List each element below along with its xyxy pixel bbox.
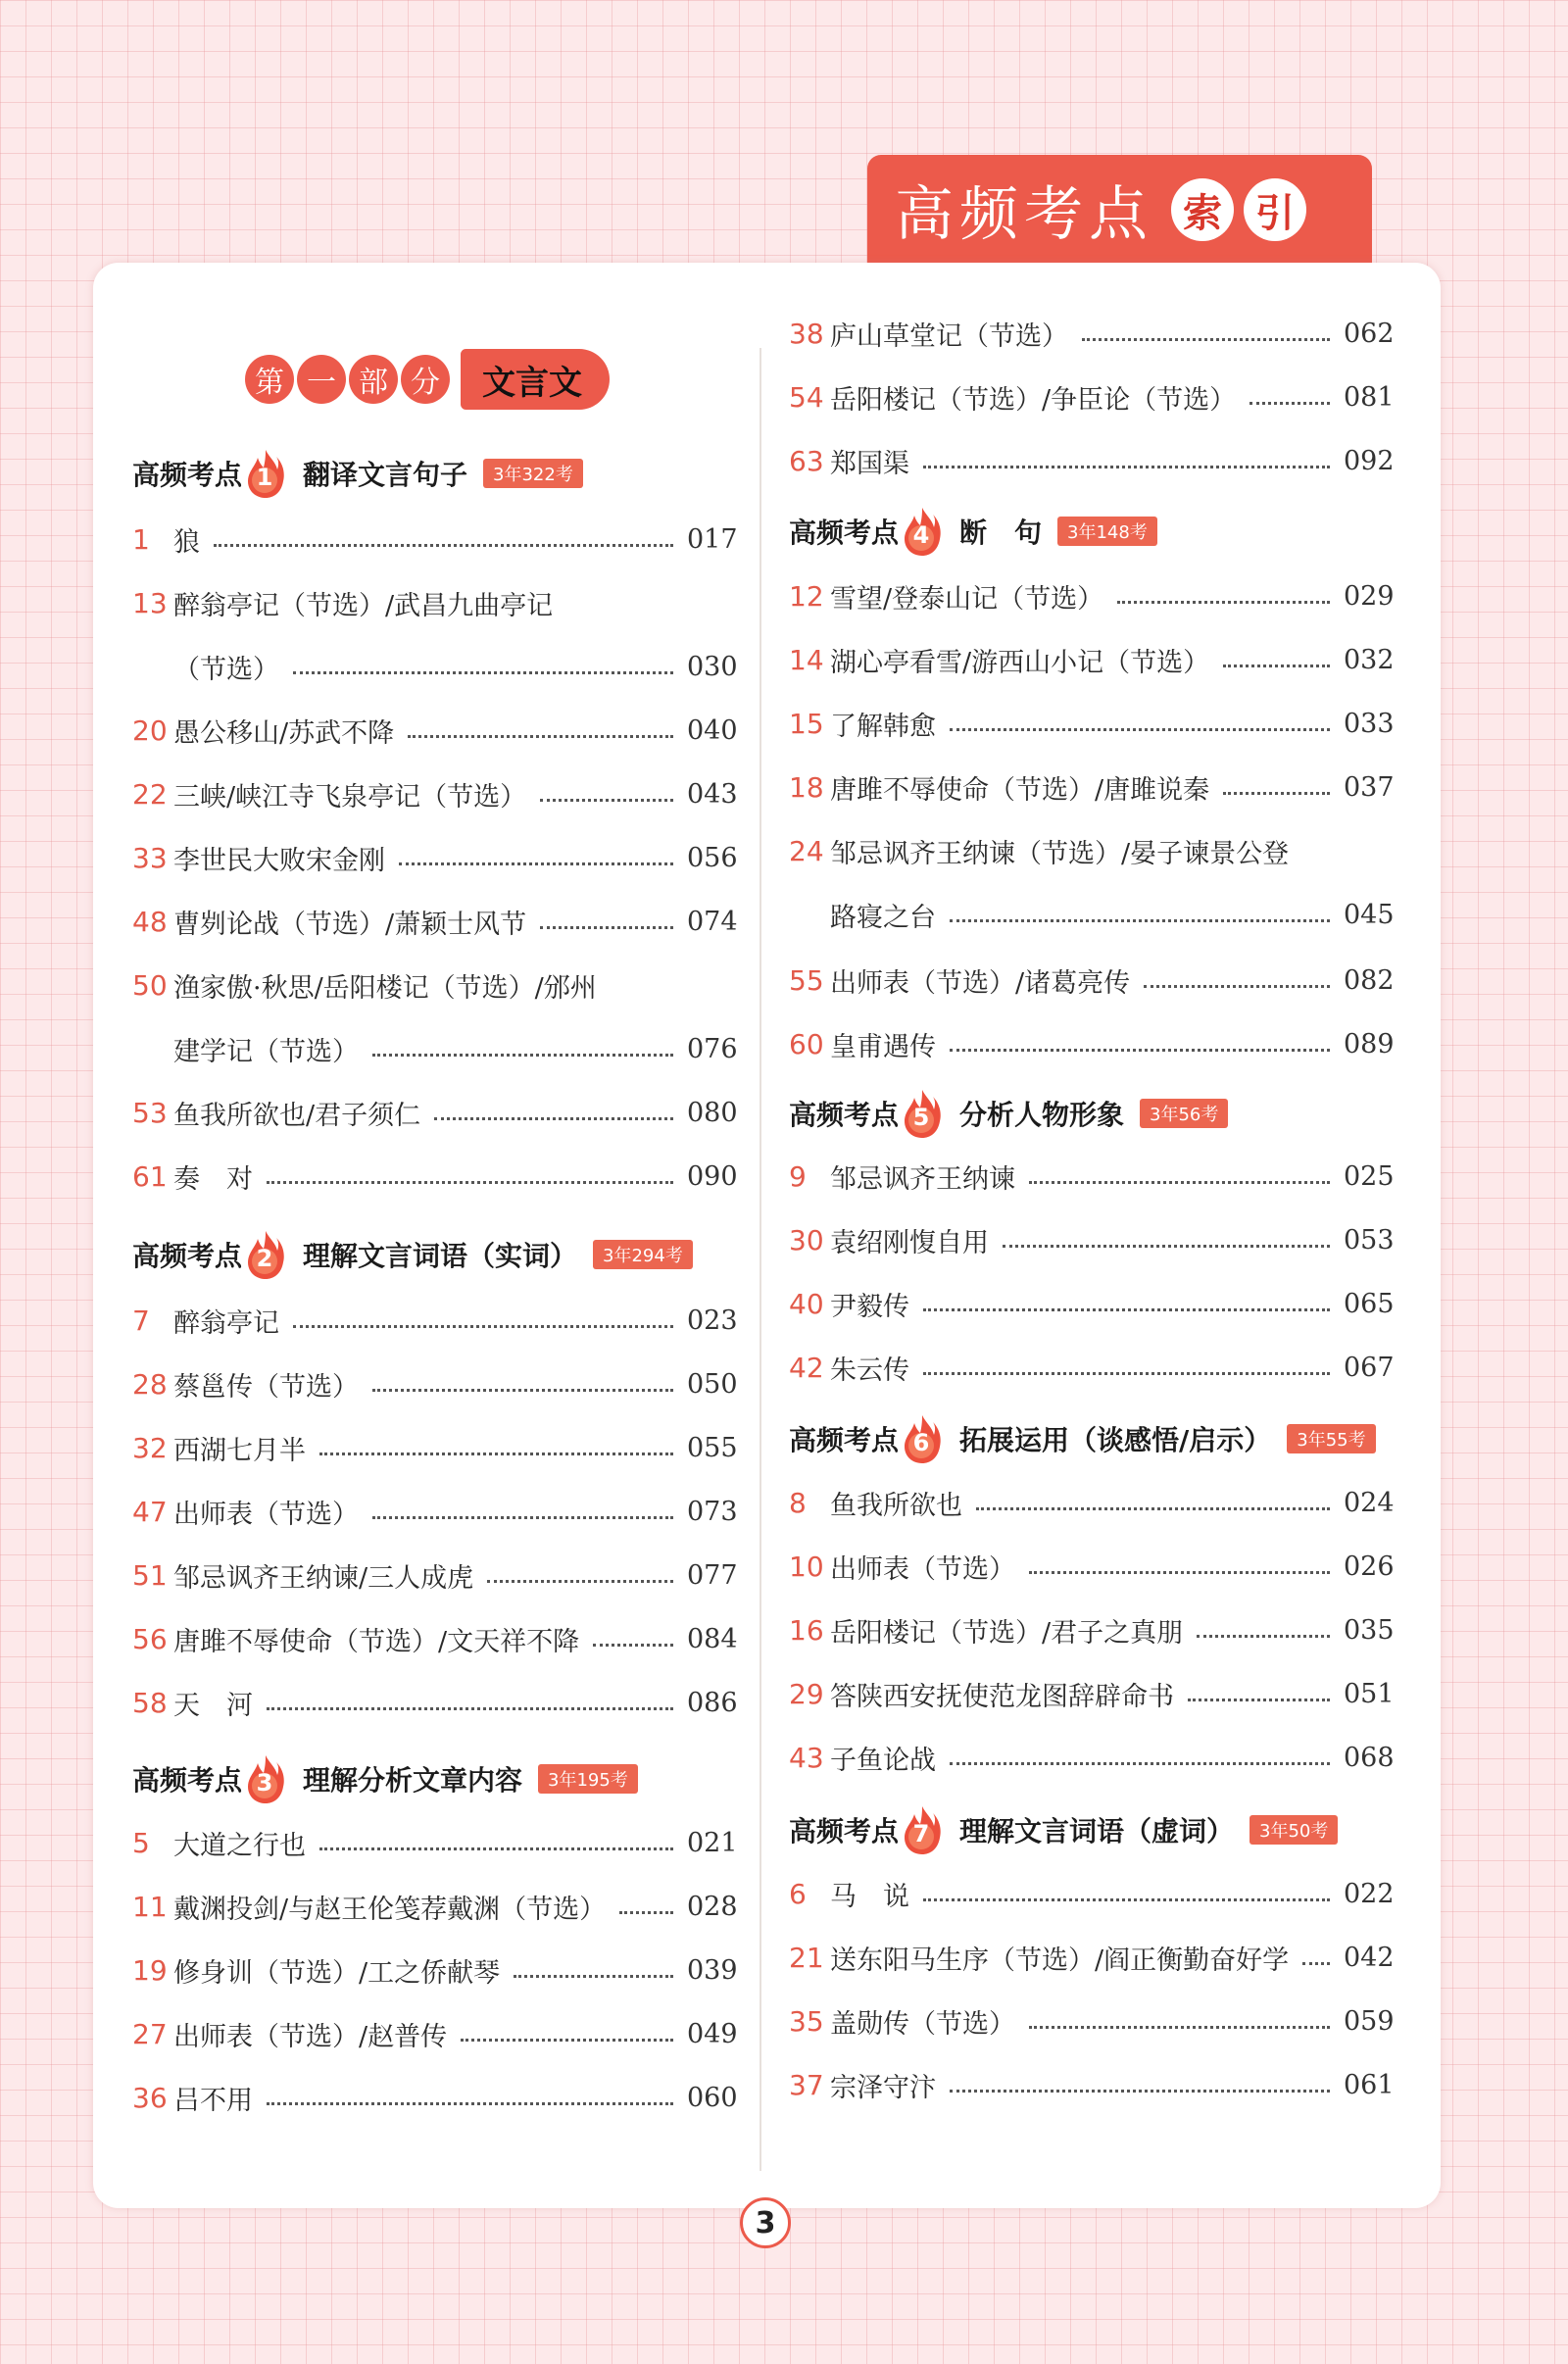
- leader-dots: [293, 1325, 673, 1328]
- index-entry: [132, 1422, 738, 1473]
- index-entry: [789, 435, 1395, 486]
- entry-number: 16: [789, 1613, 824, 1647]
- entry-page: 056: [687, 842, 738, 873]
- entry-page: 065: [1344, 1288, 1395, 1319]
- entry-title: 修身训（节选）/工之侨献琴: [173, 1957, 501, 1989]
- entry-page: 026: [1344, 1551, 1395, 1582]
- leader-dots: [1302, 1962, 1330, 1965]
- flame-icon: [903, 1804, 942, 1855]
- leader-dots: [1029, 1181, 1330, 1184]
- index-entry: [789, 1995, 1395, 2046]
- entry-number: 51: [132, 1558, 168, 1592]
- leader-dots: [461, 2039, 673, 2042]
- leader-dots: [1223, 665, 1330, 667]
- entry-number: 13: [132, 586, 168, 619]
- leader-dots: [950, 919, 1330, 922]
- leader-dots: [214, 544, 673, 547]
- entry-page: 060: [687, 2082, 738, 2113]
- entry-number: 11: [132, 1890, 168, 1923]
- section-prefix: 高频考点: [789, 1424, 900, 1456]
- entry-number: 24: [789, 834, 824, 867]
- entry-title: 渔家傲·秋思/岳阳楼记（节选）/邠州: [173, 972, 597, 1004]
- index-entry: [132, 2008, 738, 2059]
- leader-dots: [434, 1117, 673, 1120]
- entry-title: 鱼我所欲也: [830, 1490, 962, 1521]
- section-heading: [789, 1800, 1338, 1859]
- section-number: 6: [912, 1429, 930, 1456]
- header-yin-circle: 引: [1244, 178, 1306, 241]
- leader-dots: [487, 1580, 673, 1583]
- leader-dots: [1029, 1571, 1330, 1574]
- entry-page: 043: [687, 778, 738, 810]
- part-char-4: 分: [401, 355, 450, 404]
- entry-title: 愚公移山/苏武不降: [173, 717, 395, 749]
- leader-dots: [593, 1644, 673, 1647]
- index-entry: [132, 832, 738, 883]
- leader-dots: [1003, 1245, 1330, 1248]
- leader-dots: [1144, 985, 1330, 988]
- entry-page: 037: [1344, 771, 1395, 803]
- entry-page: 076: [687, 1033, 738, 1064]
- entry-number: 1: [132, 522, 150, 556]
- entry-page: 024: [1344, 1487, 1395, 1518]
- entry-number: 36: [132, 2081, 168, 2114]
- entry-page: 081: [1344, 381, 1395, 413]
- entry-number: 38: [789, 317, 824, 350]
- leader-dots: [923, 1898, 1330, 1901]
- section-title: 翻译文言句子: [303, 459, 468, 491]
- entry-title: 送东阳马生序（节选）/阎正衡勤奋好学: [830, 1945, 1290, 1976]
- index-entry: [789, 570, 1395, 621]
- entry-page: 050: [687, 1368, 738, 1400]
- section-number: 4: [912, 521, 930, 549]
- entry-title: 鱼我所欲也/君子须仁: [173, 1100, 421, 1131]
- entry-page: 030: [687, 651, 738, 682]
- section-prefix: 高频考点: [789, 517, 900, 549]
- entry-page: 035: [1344, 1614, 1395, 1646]
- entry-page: 074: [687, 906, 738, 937]
- leader-dots: [923, 1372, 1330, 1375]
- entry-title: 天 河: [173, 1690, 253, 1721]
- exam-count-badge: 3年50考: [1250, 1815, 1338, 1845]
- index-entry: [132, 1613, 738, 1664]
- entry-title: 岳阳楼记（节选）/争臣论（节选）: [830, 384, 1237, 416]
- section-title: 分析人物形象: [959, 1099, 1125, 1131]
- entry-page: 028: [687, 1891, 738, 1922]
- section-prefix: 高频考点: [789, 1815, 900, 1847]
- entry-title: 马 说: [830, 1881, 909, 1912]
- entry-number: 35: [789, 2004, 824, 2038]
- entry-title-continued: 建学记（节选）: [173, 1036, 359, 1067]
- leader-dots: [619, 1911, 673, 1914]
- entry-number: 32: [132, 1431, 168, 1464]
- index-entry: [789, 1151, 1395, 1202]
- entry-number: 27: [132, 2017, 168, 2050]
- index-entry-line: [132, 960, 730, 1010]
- flame-icon: [903, 1413, 942, 1464]
- exam-count-badge: 3年148考: [1057, 517, 1157, 546]
- index-entry: [132, 2072, 738, 2123]
- index-entry: [789, 1278, 1395, 1329]
- index-entry: [132, 1677, 738, 1728]
- entry-page: 022: [1344, 1878, 1395, 1909]
- entry-title: 出师表（节选）: [830, 1553, 1015, 1585]
- section-number: 1: [256, 464, 273, 491]
- entry-title: 宗泽守汴: [830, 2072, 936, 2103]
- entry-number: 10: [789, 1550, 824, 1583]
- entry-title: 子鱼论战: [830, 1745, 936, 1776]
- part-char-2: 一: [297, 355, 346, 404]
- leader-dots: [950, 728, 1330, 731]
- entry-page: 059: [1344, 2005, 1395, 2037]
- entry-page: 045: [1344, 899, 1395, 930]
- entry-title: 大道之行也: [173, 1830, 306, 1861]
- section-heading: [789, 502, 1157, 561]
- column-divider: [760, 348, 761, 2171]
- index-entry: [789, 762, 1395, 813]
- section-heading: [132, 1225, 693, 1284]
- entry-page: 032: [1344, 644, 1395, 675]
- entry-number: 53: [132, 1096, 168, 1129]
- leader-dots: [540, 926, 673, 929]
- entry-number: 40: [789, 1287, 824, 1320]
- entry-number: 19: [132, 1953, 168, 1987]
- leader-dots: [372, 1054, 673, 1057]
- entry-title: 湖心亭看雪/游西山小记（节选）: [830, 647, 1210, 678]
- index-entry: [789, 1732, 1395, 1783]
- index-entry: [789, 1214, 1395, 1265]
- entry-page: 073: [687, 1496, 738, 1527]
- entry-title: 邹忌讽齐王纳谏（节选）/晏子谏景公登: [830, 838, 1290, 869]
- section-heading: [789, 1409, 1376, 1468]
- entry-title: 出师表（节选）: [173, 1499, 359, 1530]
- index-entry: [789, 889, 1395, 940]
- leader-dots: [514, 1975, 673, 1978]
- section-prefix: 高频考点: [789, 1099, 900, 1131]
- header-suo-circle: 索: [1171, 178, 1234, 241]
- entry-number: 61: [132, 1159, 168, 1193]
- leader-dots: [540, 799, 673, 802]
- index-entry: [132, 1817, 738, 1868]
- index-entry: [789, 698, 1395, 749]
- section-number: 5: [912, 1104, 930, 1131]
- entry-number: 14: [789, 643, 824, 676]
- entry-page: 062: [1344, 318, 1395, 349]
- entry-page: 033: [1344, 708, 1395, 739]
- entry-number: 43: [789, 1741, 824, 1774]
- entry-page: 092: [1344, 445, 1395, 476]
- section-heading: [789, 1084, 1228, 1143]
- entry-page: 090: [687, 1160, 738, 1192]
- leader-dots: [950, 1762, 1330, 1765]
- header-tab: [867, 155, 1372, 265]
- entry-number: 21: [789, 1941, 824, 1974]
- entry-number: 22: [132, 777, 168, 811]
- entry-page: 049: [687, 2018, 738, 2049]
- entry-page: 086: [687, 1687, 738, 1718]
- entry-number: 42: [789, 1351, 824, 1384]
- leader-dots: [267, 1181, 673, 1184]
- entry-number: 15: [789, 707, 824, 740]
- entry-number: 48: [132, 905, 168, 938]
- leader-dots: [923, 1308, 1330, 1311]
- entry-title: 尹毅传: [830, 1291, 909, 1322]
- entry-number: 8: [789, 1486, 807, 1519]
- entry-title: 戴渊投剑/与赵王伦笺荐戴渊（节选）: [173, 1894, 607, 1925]
- leader-dots: [1197, 1635, 1330, 1638]
- exam-count-badge: 3年322考: [483, 459, 583, 488]
- leader-dots: [1250, 402, 1330, 405]
- entry-number: 30: [789, 1223, 824, 1256]
- leader-dots: [1082, 338, 1330, 341]
- leader-dots: [1029, 2026, 1330, 2029]
- index-entry: [789, 371, 1395, 422]
- entry-page: 061: [1344, 2069, 1395, 2100]
- leader-dots: [1223, 792, 1330, 795]
- entry-title: 答陕西安抚使范龙图辞辟命书: [830, 1681, 1174, 1712]
- entry-title: 了解韩愈: [830, 711, 936, 742]
- leader-dots: [267, 2102, 673, 2105]
- exam-count-badge: 3年55考: [1287, 1424, 1375, 1453]
- entry-number: 9: [789, 1159, 807, 1193]
- flame-icon: [246, 1753, 285, 1804]
- index-entry: [789, 1342, 1395, 1393]
- section-title: 断 句: [959, 517, 1043, 549]
- leader-dots: [408, 735, 673, 738]
- entry-title: 狼: [173, 526, 200, 558]
- entry-title: 出师表（节选）/赵普传: [173, 2021, 448, 2052]
- leader-dots: [399, 862, 673, 865]
- leader-dots: [950, 1049, 1330, 1052]
- index-entry: [789, 1604, 1395, 1655]
- part-banner: [245, 345, 610, 414]
- entry-page: 051: [1344, 1678, 1395, 1709]
- section-heading: [132, 1749, 638, 1808]
- entry-title: 庐山草堂记（节选）: [830, 320, 1068, 352]
- section-title: 理解文言词语（实词）: [303, 1240, 578, 1272]
- index-entry: [132, 1881, 738, 1932]
- exam-count-badge: 3年56考: [1140, 1099, 1228, 1128]
- leader-dots: [1117, 601, 1330, 604]
- entry-title: 蔡邕传（节选）: [173, 1371, 359, 1403]
- entry-page: 039: [687, 1954, 738, 1986]
- section-title: 拓展运用（谈感悟/启示）: [959, 1424, 1272, 1456]
- entry-title: 吕不用: [173, 2085, 253, 2116]
- section-number: 7: [912, 1820, 930, 1847]
- page-number: 3: [740, 2197, 791, 2248]
- entry-title: 唐雎不辱使命（节选）/文天祥不降: [173, 1626, 580, 1657]
- part-char-1: 第: [245, 355, 294, 404]
- entry-page: 021: [687, 1827, 738, 1858]
- index-entry: [132, 1486, 738, 1537]
- entry-title: 奏 对: [173, 1163, 253, 1195]
- section-prefix: 高频考点: [132, 459, 243, 491]
- leader-dots: [319, 1453, 673, 1455]
- index-entry-line: [132, 577, 730, 628]
- flame-icon: [903, 506, 942, 557]
- entry-title: 岳阳楼记（节选）/君子之真朋: [830, 1617, 1184, 1649]
- entry-page: 089: [1344, 1028, 1395, 1059]
- exam-count-badge: 3年195考: [538, 1764, 638, 1794]
- entry-title: 朱云传: [830, 1354, 909, 1386]
- entry-number: 50: [132, 968, 168, 1002]
- index-entry: [789, 1541, 1395, 1592]
- index-entry: [132, 641, 738, 692]
- entry-title: 雪望/登泰山记（节选）: [830, 583, 1104, 615]
- entry-title: 醉翁亭记（节选）/武昌九曲亭记: [173, 590, 554, 621]
- entry-title: 醉翁亭记: [173, 1307, 279, 1339]
- leader-dots: [372, 1516, 673, 1519]
- section-number: 2: [256, 1245, 273, 1272]
- entry-number: 18: [789, 770, 824, 804]
- entry-page: 082: [1344, 964, 1395, 996]
- entry-page: 055: [687, 1432, 738, 1463]
- entry-number: 54: [789, 380, 824, 414]
- entry-number: 60: [789, 1027, 824, 1060]
- entry-page: 025: [1344, 1160, 1395, 1192]
- entry-page: 017: [687, 523, 738, 555]
- flame-icon: [246, 448, 285, 499]
- entry-title: 西湖七月半: [173, 1435, 306, 1466]
- entry-title: 三峡/峡江寺飞泉亭记（节选）: [173, 781, 527, 813]
- entry-number: 28: [132, 1367, 168, 1401]
- leader-dots: [950, 2090, 1330, 2093]
- leader-dots: [372, 1389, 673, 1392]
- entry-number: 6: [789, 1877, 807, 1910]
- leader-dots: [293, 671, 673, 674]
- entry-number: 37: [789, 2068, 824, 2101]
- index-entry: [789, 308, 1395, 359]
- part-char-3: 部: [349, 355, 398, 404]
- index-entry: [789, 1477, 1395, 1528]
- entry-title: 曹刿论战（节选）/萧颖士风节: [173, 909, 527, 940]
- entry-title: 出师表（节选）/诸葛亮传: [830, 967, 1131, 999]
- section-heading: [132, 444, 583, 503]
- section-prefix: 高频考点: [132, 1764, 243, 1797]
- entry-number: 12: [789, 579, 824, 613]
- entry-title: 袁绍刚愎自用: [830, 1227, 989, 1258]
- index-entry: [132, 514, 738, 565]
- entry-title: 李世民大败宋金刚: [173, 845, 385, 876]
- section-number: 3: [256, 1769, 273, 1797]
- part-label: 文言文: [461, 349, 610, 410]
- index-entry: [132, 1023, 738, 1074]
- exam-count-badge: 3年294考: [593, 1240, 693, 1269]
- section-prefix: 高频考点: [132, 1240, 243, 1272]
- entry-page: 023: [687, 1305, 738, 1336]
- index-entry: [789, 1668, 1395, 1719]
- index-entry: [789, 634, 1395, 685]
- entry-title: 皇甫遇传: [830, 1031, 936, 1062]
- entry-title: 唐雎不辱使命（节选）/唐雎说秦: [830, 774, 1210, 806]
- entry-page: 080: [687, 1097, 738, 1128]
- entry-page: 084: [687, 1623, 738, 1654]
- entry-title-continued: （节选）: [173, 654, 279, 685]
- entry-number: 33: [132, 841, 168, 874]
- index-entry: [132, 1295, 738, 1346]
- index-entry: [132, 896, 738, 947]
- entry-page: 042: [1344, 1942, 1395, 1973]
- flame-icon: [903, 1088, 942, 1139]
- index-entry-line: [789, 825, 1387, 876]
- leader-dots: [1188, 1699, 1330, 1701]
- entry-page: 067: [1344, 1352, 1395, 1383]
- entry-number: 63: [789, 444, 824, 477]
- flame-icon: [246, 1229, 285, 1280]
- index-entry: [789, 1868, 1395, 1919]
- entry-number: 58: [132, 1686, 168, 1719]
- entry-title-continued: 路寝之台: [830, 902, 936, 933]
- section-title: 理解文言词语（虚词）: [959, 1815, 1235, 1847]
- index-entry: [132, 1550, 738, 1601]
- index-entry: [789, 1932, 1395, 1983]
- leader-dots: [319, 1847, 673, 1850]
- entry-number: 55: [789, 963, 824, 997]
- entry-page: 068: [1344, 1742, 1395, 1773]
- section-title: 理解分析文章内容: [303, 1764, 523, 1797]
- entry-page: 077: [687, 1559, 738, 1591]
- index-entry: [789, 2059, 1395, 2110]
- entry-number: 29: [789, 1677, 824, 1710]
- index-entry: [132, 1151, 738, 1202]
- entry-number: 7: [132, 1304, 150, 1337]
- index-entry: [789, 955, 1395, 1006]
- entry-number: 20: [132, 714, 168, 747]
- entry-title: 邹忌讽齐王纳谏/三人成虎: [173, 1562, 474, 1594]
- entry-page: 053: [1344, 1224, 1395, 1256]
- leader-dots: [976, 1507, 1330, 1510]
- entry-number: 47: [132, 1495, 168, 1528]
- index-entry: [132, 1358, 738, 1409]
- leader-dots: [267, 1707, 673, 1710]
- entry-title: 盖勋传（节选）: [830, 2008, 1015, 2040]
- header-title: 高频考点: [895, 180, 1153, 249]
- entry-number: 5: [132, 1826, 150, 1859]
- index-entry: [132, 1945, 738, 1995]
- entry-title: 邹忌讽齐王纳谏: [830, 1163, 1015, 1195]
- entry-page: 029: [1344, 580, 1395, 612]
- entry-title: 郑国渠: [830, 448, 909, 479]
- index-entry: [789, 1018, 1395, 1069]
- index-entry: [132, 768, 738, 819]
- entry-number: 56: [132, 1622, 168, 1655]
- entry-page: 040: [687, 714, 738, 746]
- index-entry: [132, 1087, 738, 1138]
- index-entry: [132, 705, 738, 756]
- leader-dots: [923, 466, 1330, 468]
